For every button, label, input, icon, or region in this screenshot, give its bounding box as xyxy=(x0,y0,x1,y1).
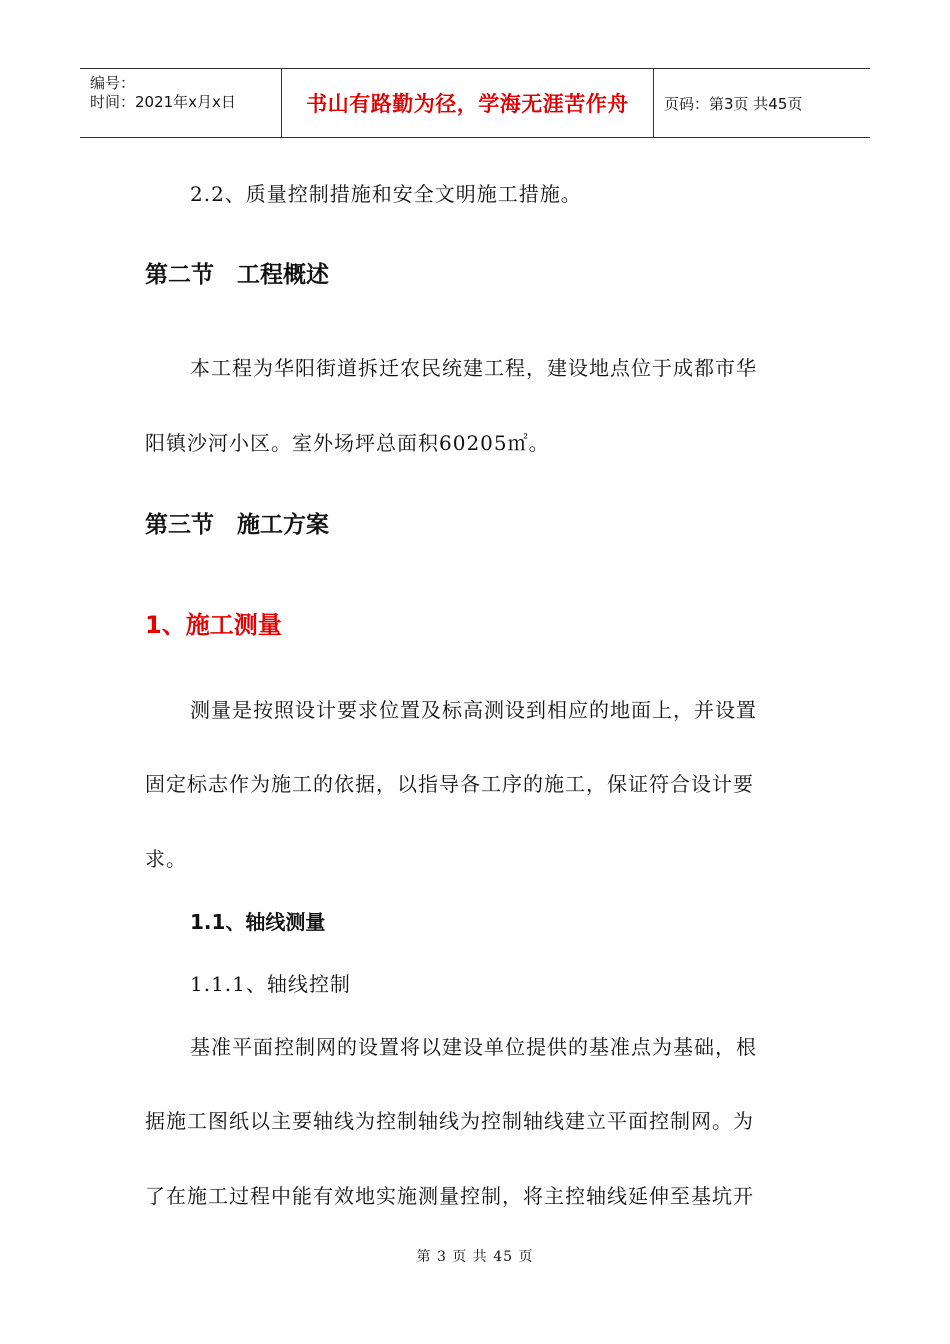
page-footer: 第 3 页 共 45 页 xyxy=(416,1249,534,1265)
axis-line-2: 据施工图纸以主要轴线为控制轴线为控制轴线建立平面控制网。为 xyxy=(145,1109,754,1133)
date-label: 时间：2021年x月x日 xyxy=(90,93,236,111)
heading-1-1-1: 1.1.1、轴线控制 xyxy=(190,972,351,996)
motto: 书山有路勤为径，学海无涯苦作舟 xyxy=(306,92,629,116)
number-label: 编号： xyxy=(90,74,136,92)
header-page-info: 页码：第3页 共45页 xyxy=(664,94,803,113)
heading-1-survey: 1、施工测量 xyxy=(145,611,282,639)
item-2-2: 2.2、质量控制措施和安全文明施工措施。 xyxy=(190,182,582,206)
overview-line-2: 阳镇沙河小区。室外场坪总面积60205㎡。 xyxy=(145,431,550,455)
survey-line-2: 固定标志作为施工的依据，以指导各工序的施工，保证符合设计要 xyxy=(145,772,754,796)
axis-line-1: 基准平面控制网的设置将以建设单位提供的基准点为基础，根 xyxy=(190,1035,757,1059)
section3-title: 第三节 施工方案 xyxy=(145,512,329,538)
overview-line-1: 本工程为华阳街道拆迁农民统建工程，建设地点位于成都市华 xyxy=(190,356,757,380)
heading-1-1: 1.1、轴线测量 xyxy=(190,910,326,934)
survey-line-1: 测量是按照设计要求位置及标高测设到相应的地面上，并设置 xyxy=(190,698,757,722)
header-motto-cell xyxy=(282,69,654,137)
axis-line-3: 了在施工过程中能有效地实施测量控制，将主控轴线延伸至基坑开 xyxy=(145,1184,754,1208)
section2-title: 第二节 工程概述 xyxy=(145,262,329,288)
header-meta xyxy=(80,69,282,137)
survey-line-3: 求。 xyxy=(145,847,187,871)
page-header xyxy=(80,68,870,138)
